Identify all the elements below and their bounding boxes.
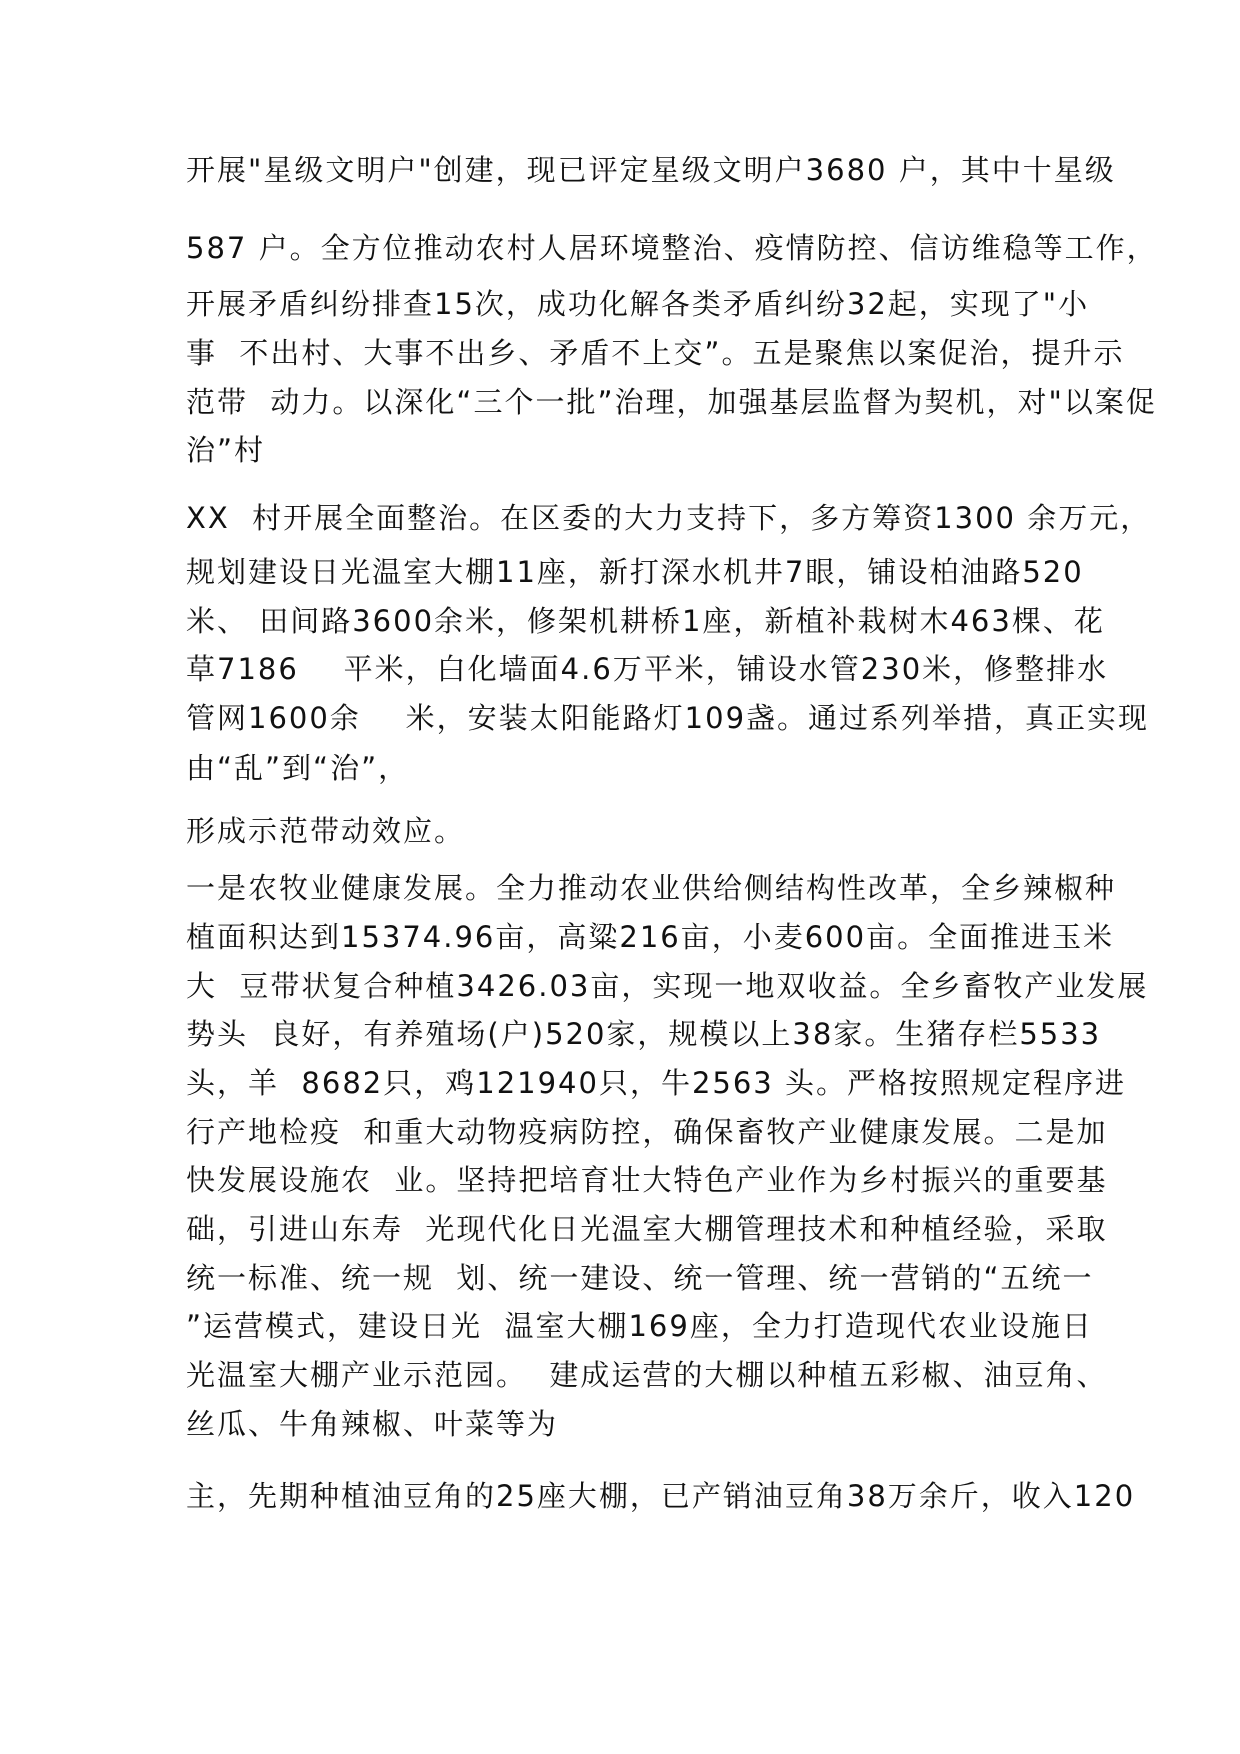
text-line: 形成示范带动效应。 (186, 814, 466, 848)
text-line: 管网1600余 米，安装太阳能路灯109盏。通过系列举措，真正实现 (186, 701, 1150, 735)
text-line: 米、 田间路3600余米，修架机耕桥1座，新植补栽树木463棵、花 (186, 604, 1105, 638)
text-line: 事 不出村、大事不出乡、矛盾不上交”。五是聚焦以案促治，提升示 (186, 336, 1125, 370)
text-line: 规划建设日光温室大棚11座，新打深水机井7眼，铺设柏油路520 (186, 555, 1084, 589)
text-line: 开展矛盾纠纷排查15次，成功化解各类矛盾纠纷32起，实现了"小 (186, 287, 1090, 321)
text-line: 植面积达到15374.96亩，高粱216亩，小麦600亩。全面推进玉米 (186, 920, 1115, 954)
text-line: 开展"星级文明户"创建，现已评定星级文明户3680 户，其中十星级 (186, 153, 1116, 187)
text-line: 快发展设施农 业。坚持把培育壮大特色产业作为乡村振兴的重要基 (186, 1163, 1108, 1197)
text-line: 大 豆带状复合种植3426.03亩，实现一地双收益。全乡畜牧产业发展 (186, 969, 1149, 1003)
text-line: 光温室大棚产业示范园。 建成运营的大棚以种植五彩椒、油豆角、 (186, 1358, 1108, 1392)
text-line: 行产地检疫 和重大动物疫病防控，确保畜牧产业健康发展。二是加 (186, 1115, 1108, 1149)
text-line: 587 户。全方位推动农村人居环境整治、疫情防控、信访维稳等工作， (186, 231, 1158, 265)
text-line: 由“乱”到“治”， (186, 751, 410, 785)
text-line: 范带 动力。以深化“三个一批”治理，加强基层监督为契机，对"以案促 (186, 385, 1157, 419)
text-line: 一是农牧业健康发展。全力推动农业供给侧结构性改革，全乡辣椒种 (186, 871, 1117, 905)
text-line: 治”村 (186, 433, 266, 467)
text-line: 础，引进山东寿 光现代化日光温室大棚管理技术和种植经验，采取 (186, 1212, 1108, 1246)
text-line: 头，羊 8682只，鸡121940只，牛2563 头。严格按照规定程序进 (186, 1066, 1126, 1100)
text-line: 统一标准、统一规 划、统一建设、统一管理、统一营销的“五统一 (186, 1261, 1094, 1295)
text-line: ”运营模式，建设日光 温室大棚169座，全力打造现代农业设施日 (186, 1309, 1093, 1343)
text-line: 丝瓜、牛角辣椒、叶菜等为 (186, 1407, 559, 1441)
text-line: 草7186 平米，白化墙面4.6万平米，铺设水管230米，修整排水 (186, 652, 1109, 686)
text-line: 主，先期种植油豆角的25座大棚，已产销油豆角38万余斤，收入120 (186, 1479, 1136, 1513)
text-line: XX 村开展全面整治。在区委的大力支持下，多方筹资1300 余万元， (186, 501, 1152, 535)
text-line: 势头 良好，有养殖场(户)520家，规模以上38家。生猪存栏5533 (186, 1017, 1102, 1051)
